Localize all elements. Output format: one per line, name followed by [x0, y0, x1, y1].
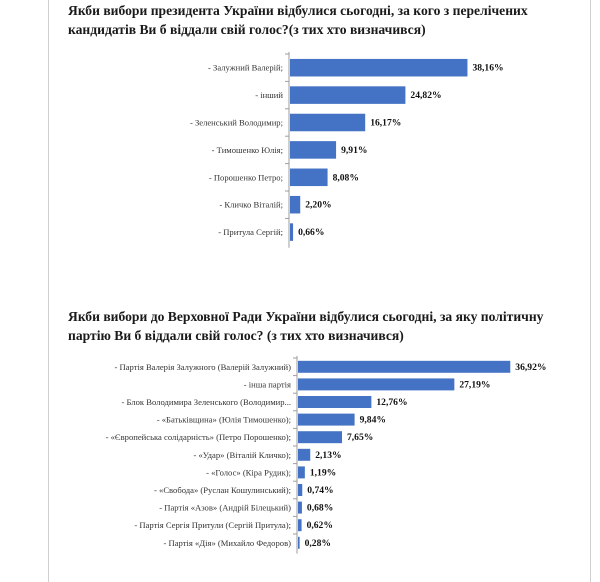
data-label: 12,76%	[376, 397, 408, 408]
bar	[290, 86, 405, 104]
bar	[298, 484, 302, 496]
bar	[298, 378, 454, 390]
president-poll-chart	[0, 52, 600, 248]
category-label: - Порошенко Петро;	[208, 172, 283, 183]
parliament-poll-chart	[0, 356, 600, 554]
chart-2-title: Якби вибори до Верховної Ради України відбулися сьогодні, за яку політичну партію Ви б віддали свій голос? (з тих хто визначився)	[68, 309, 544, 343]
bar	[298, 414, 355, 426]
data-label: 38,16%	[472, 62, 504, 74]
chart-1-title: Якби вибори президента України відбулися сьогодні, за кого з перелічених кандидатів Ви б віддали свій голос?(з тих хто визначився)	[68, 3, 528, 37]
bar	[298, 396, 371, 408]
category-label: - Притула Сергій;	[218, 227, 283, 238]
category-label: - «Батьківщина» (Юлія Тимошенко);	[156, 414, 291, 425]
bar	[290, 59, 467, 77]
data-label: 27,19%	[459, 379, 491, 391]
category-label: - Партія Сергія Притули (Сергій Притула);	[134, 520, 291, 531]
data-label: 16,17%	[370, 117, 402, 129]
bar	[298, 361, 510, 373]
data-label: 9,91%	[341, 144, 368, 156]
data-label: 2,13%	[315, 449, 342, 461]
data-label: 36,92%	[515, 361, 547, 373]
data-label: 7,65%	[346, 432, 374, 444]
bar	[298, 537, 300, 549]
data-label: 0,66%	[298, 227, 325, 239]
data-label: 9,84%	[359, 414, 386, 426]
category-label: - «Європейська солідарність» (Петро Порошенко);	[105, 432, 291, 443]
category-label: - «Удар» (Віталій Кличко);	[193, 449, 291, 460]
data-label: 8,08%	[332, 172, 359, 184]
bar	[290, 114, 365, 132]
category-label: - Блок Володимира Зеленського (Володимир...	[121, 397, 291, 407]
data-label: 1,19%	[309, 467, 337, 479]
data-label: 0,28%	[304, 537, 332, 549]
bar	[298, 449, 310, 461]
bar	[298, 431, 342, 443]
category-label: - інша партія	[243, 379, 291, 390]
category-label: - Партія «Азов» (Андрій Білецький)	[159, 502, 291, 513]
bar	[290, 196, 300, 214]
bar	[290, 169, 328, 187]
data-label: 0,62%	[306, 520, 333, 532]
category-label: - «Свобода» (Руслан Кошулинський);	[154, 485, 291, 495]
bar	[298, 519, 302, 531]
category-label: - Партія Валерія Залужного (Валерій Залужний)	[114, 361, 291, 372]
category-label: - Залужний Валерій;	[208, 62, 283, 73]
bar	[290, 141, 336, 159]
category-label: - Кличко Віталій;	[219, 199, 283, 210]
category-label: - Партія «Дія» (Михайло Федоров)	[163, 537, 291, 548]
category-label: - Тимошенко Юлія;	[211, 144, 283, 155]
category-label: - інший	[255, 90, 283, 101]
bar	[290, 223, 293, 241]
data-label: 2,20%	[305, 199, 332, 211]
bar	[298, 502, 302, 514]
data-label: 0,74%	[307, 485, 334, 496]
category-label: - «Голос» (Кіра Рудик);	[206, 467, 291, 478]
category-label: - Зеленський Володимир;	[189, 117, 283, 128]
bar	[298, 466, 305, 478]
data-label: 0,68%	[306, 502, 334, 514]
data-label: 24,82%	[410, 90, 442, 102]
